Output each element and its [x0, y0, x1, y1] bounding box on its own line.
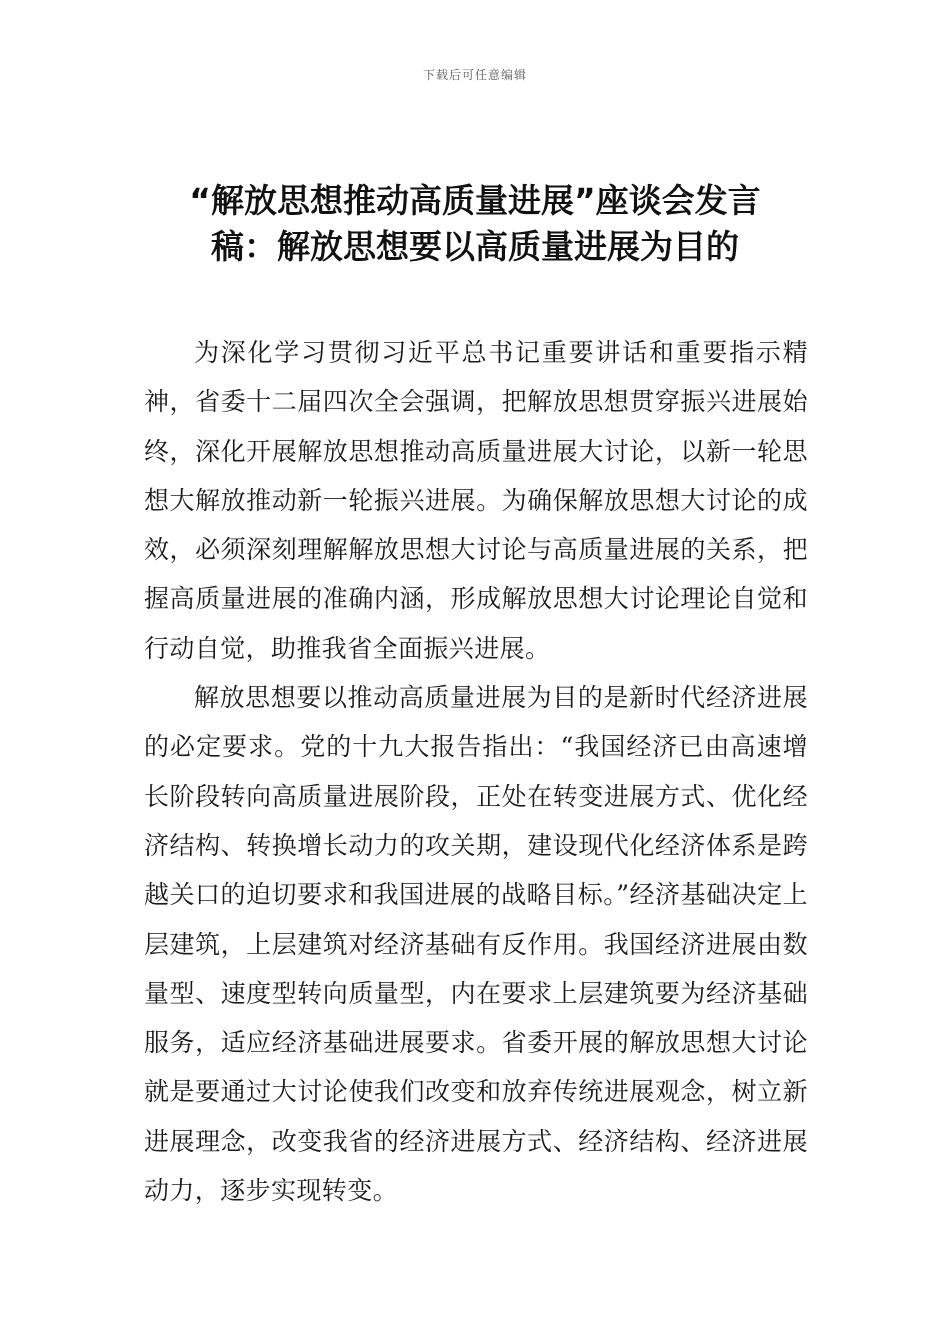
title-line-2: 稿：解放思想要以高质量进展为目的	[211, 227, 739, 266]
document-body	[144, 328, 808, 1215]
title-line-1: “解放思想推动高质量进展”座谈会发言	[189, 181, 761, 220]
document-title	[150, 178, 800, 270]
paragraph-2: 解放思想要以推动高质量进展为目的是新时代经济进展的必定要求。党的十九大报告指出：“我国经济已由高速增长阶段转向高质量进展阶段，正处在转变进展方式、优化经济结构、转换增长动力的攻关期，建设现代化经济体系是跨越关口的迫切要求和我国进展的战略目标。”经济基础决定上层建筑，上层建筑对经济基础有反作用。我国经济进展由数量型、速度型转向质量型，内在要求上层建筑要为经济基础服务，适应经济基础进展要求。省委开展的解放思想大讨论就是要通过大讨论使我们改变和放弃传统进展观念，树立新进展理念，改变我省的经济进展方式、经济结构、经济进展动力，逐步实现转变。	[144, 683, 808, 1206]
paragraph-1: 为深化学习贯彻习近平总书记重要讲话和重要指示精神，省委十二届四次全会强调，把解放思想贯穿振兴进展始终，深化开展解放思想推动高质量进展大讨论，以新一轮思想大解放推动新一轮振兴进展。为确保解放思想大讨论的成效，必须深刻理解解放思想大讨论与高质量进展的关系，把握高质量进展的准确内涵，形成解放思想大讨论理论自觉和行动自觉，助推我省全面振兴进展。	[144, 338, 808, 663]
header-note: 下载后可任意编辑	[422, 68, 527, 82]
